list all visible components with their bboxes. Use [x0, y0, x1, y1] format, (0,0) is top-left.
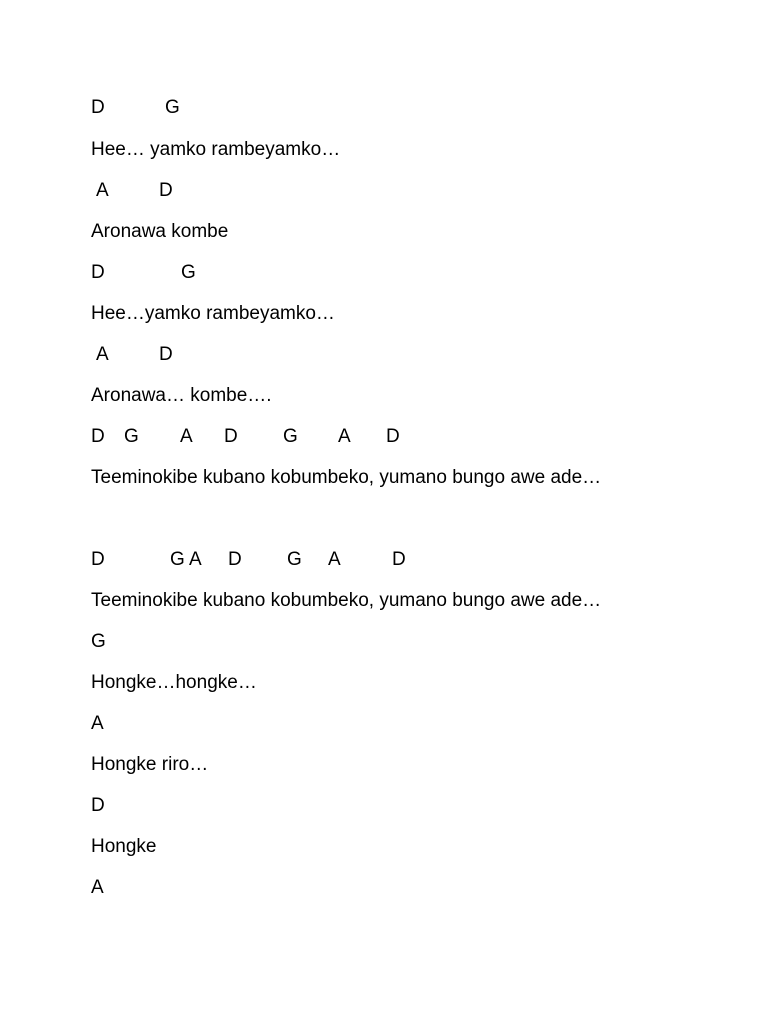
chord: G	[165, 97, 180, 118]
chord: A	[189, 549, 202, 570]
chord: A	[96, 180, 109, 201]
chord: D	[386, 426, 400, 447]
chord: D	[392, 549, 406, 570]
lyric-line: Teeminokibe kubano kobumbeko, yumano bungo awe ade…	[91, 467, 602, 488]
lyric-line: Hee… yamko rambeyamko…	[91, 139, 341, 160]
lyric-line: Hee…yamko rambeyamko…	[91, 303, 335, 324]
chord: D	[91, 262, 105, 283]
chord: D	[159, 180, 173, 201]
chord: G	[124, 426, 139, 447]
lyric-line: Teeminokibe kubano kobumbeko, yumano bungo awe ade…	[91, 590, 602, 611]
lyric-line: Hongke…hongke…	[91, 672, 257, 693]
chord: A	[96, 344, 109, 365]
lyric-line: Aronawa kombe	[91, 221, 229, 242]
lyric-line: Aronawa… kombe….	[91, 385, 272, 406]
chord: G	[283, 426, 298, 447]
chord: D	[91, 97, 105, 118]
chord: G	[91, 631, 106, 652]
chord: G	[287, 549, 302, 570]
lyric-line: Hongke riro…	[91, 754, 209, 775]
chord: D	[91, 426, 105, 447]
chord: A	[338, 426, 351, 447]
chord: D	[91, 795, 105, 816]
chord: D	[91, 549, 105, 570]
chord: D	[159, 344, 173, 365]
chord: A	[180, 426, 193, 447]
lyric-line: Hongke	[91, 836, 157, 857]
chord: D	[224, 426, 238, 447]
chord: A	[328, 549, 341, 570]
chord: A	[91, 713, 104, 734]
chord: G	[181, 262, 196, 283]
chord: D	[228, 549, 242, 570]
chord: A	[91, 877, 104, 898]
chord: G	[170, 549, 185, 570]
